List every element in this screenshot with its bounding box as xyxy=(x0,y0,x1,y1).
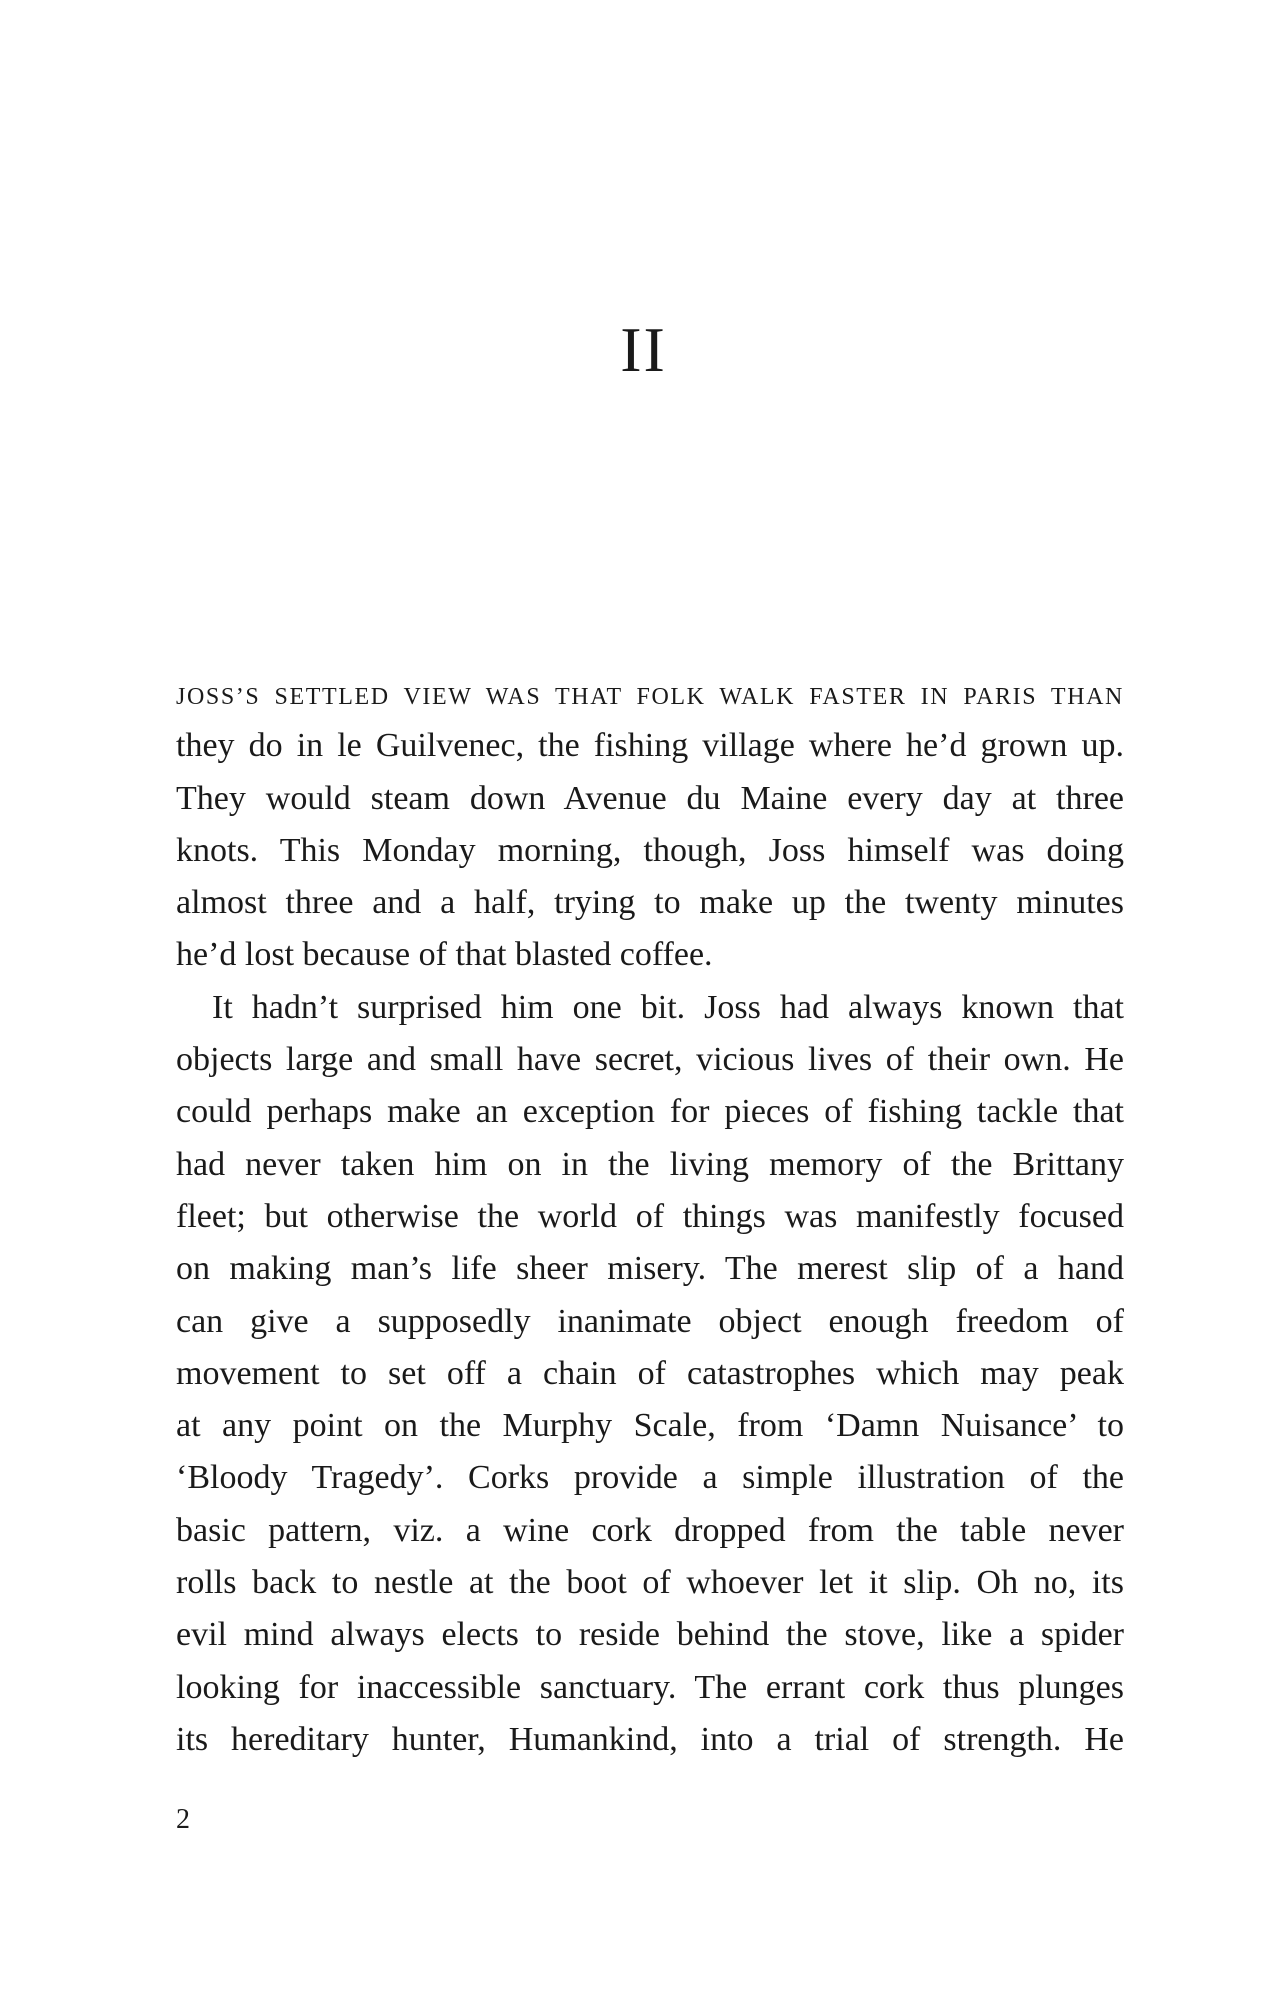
text-line: knots. This Monday morning, though, Joss himself was doing xyxy=(176,831,1124,869)
opening-smallcaps: JOSS’S SETTLED VIEW WAS THAT FOLK WALK FASTER IN PARIS THAN xyxy=(176,684,1124,710)
text-line: They would steam down Avenue du Maine every day at three xyxy=(176,779,1124,817)
text-line: had never taken him on in the living memory of the Brittany xyxy=(176,1145,1124,1183)
text-line: could perhaps make an exception for pieces of fishing tackle that xyxy=(176,1093,1124,1131)
chapter-number: II xyxy=(620,314,667,385)
text-line: on making man’s life sheer misery. The merest slip of a hand xyxy=(176,1250,1124,1288)
text-line: can give a supposedly inanimate object enough freedom of xyxy=(176,1302,1124,1340)
text-line: basic pattern, viz. a wine cork dropped from the table never xyxy=(176,1511,1124,1549)
text-line xyxy=(176,668,1124,720)
text-line: ‘Bloody Tragedy’. Corks provide a simple illustration of the xyxy=(176,1459,1124,1497)
text-line: movement to set off a chain of catastrophes which may peak xyxy=(176,1354,1124,1392)
text-line: It hadn’t surprised him one bit. Joss had always known that xyxy=(212,988,1124,1026)
page-number: 2 xyxy=(176,1804,190,1835)
text-line: its hereditary hunter, Humankind, into a trial of strength. He xyxy=(176,1720,1124,1758)
text-line: looking for inaccessible sanctuary. The errant cork thus plunges xyxy=(176,1668,1124,1706)
body-text xyxy=(176,668,1124,1766)
text-line: at any point on the Murphy Scale, from ‘Damn Nuisance’ to xyxy=(176,1407,1124,1445)
text-line: fleet; but otherwise the world of things was manifestly focused xyxy=(176,1197,1124,1235)
text-line: evil mind always elects to reside behind the stove, like a spider xyxy=(176,1616,1124,1654)
text-line: they do in le Guilvenec, the fishing village where he’d grown up. xyxy=(176,727,1124,765)
text-line: almost three and a half, trying to make up the twenty minutes xyxy=(176,884,1124,922)
text-line: rolls back to nestle at the boot of whoever let it slip. Oh no, its xyxy=(176,1564,1124,1602)
text-line: objects large and small have secret, vicious lives of their own. He xyxy=(176,1041,1124,1079)
text-line: he’d lost because of that blasted coffee. xyxy=(176,936,713,974)
